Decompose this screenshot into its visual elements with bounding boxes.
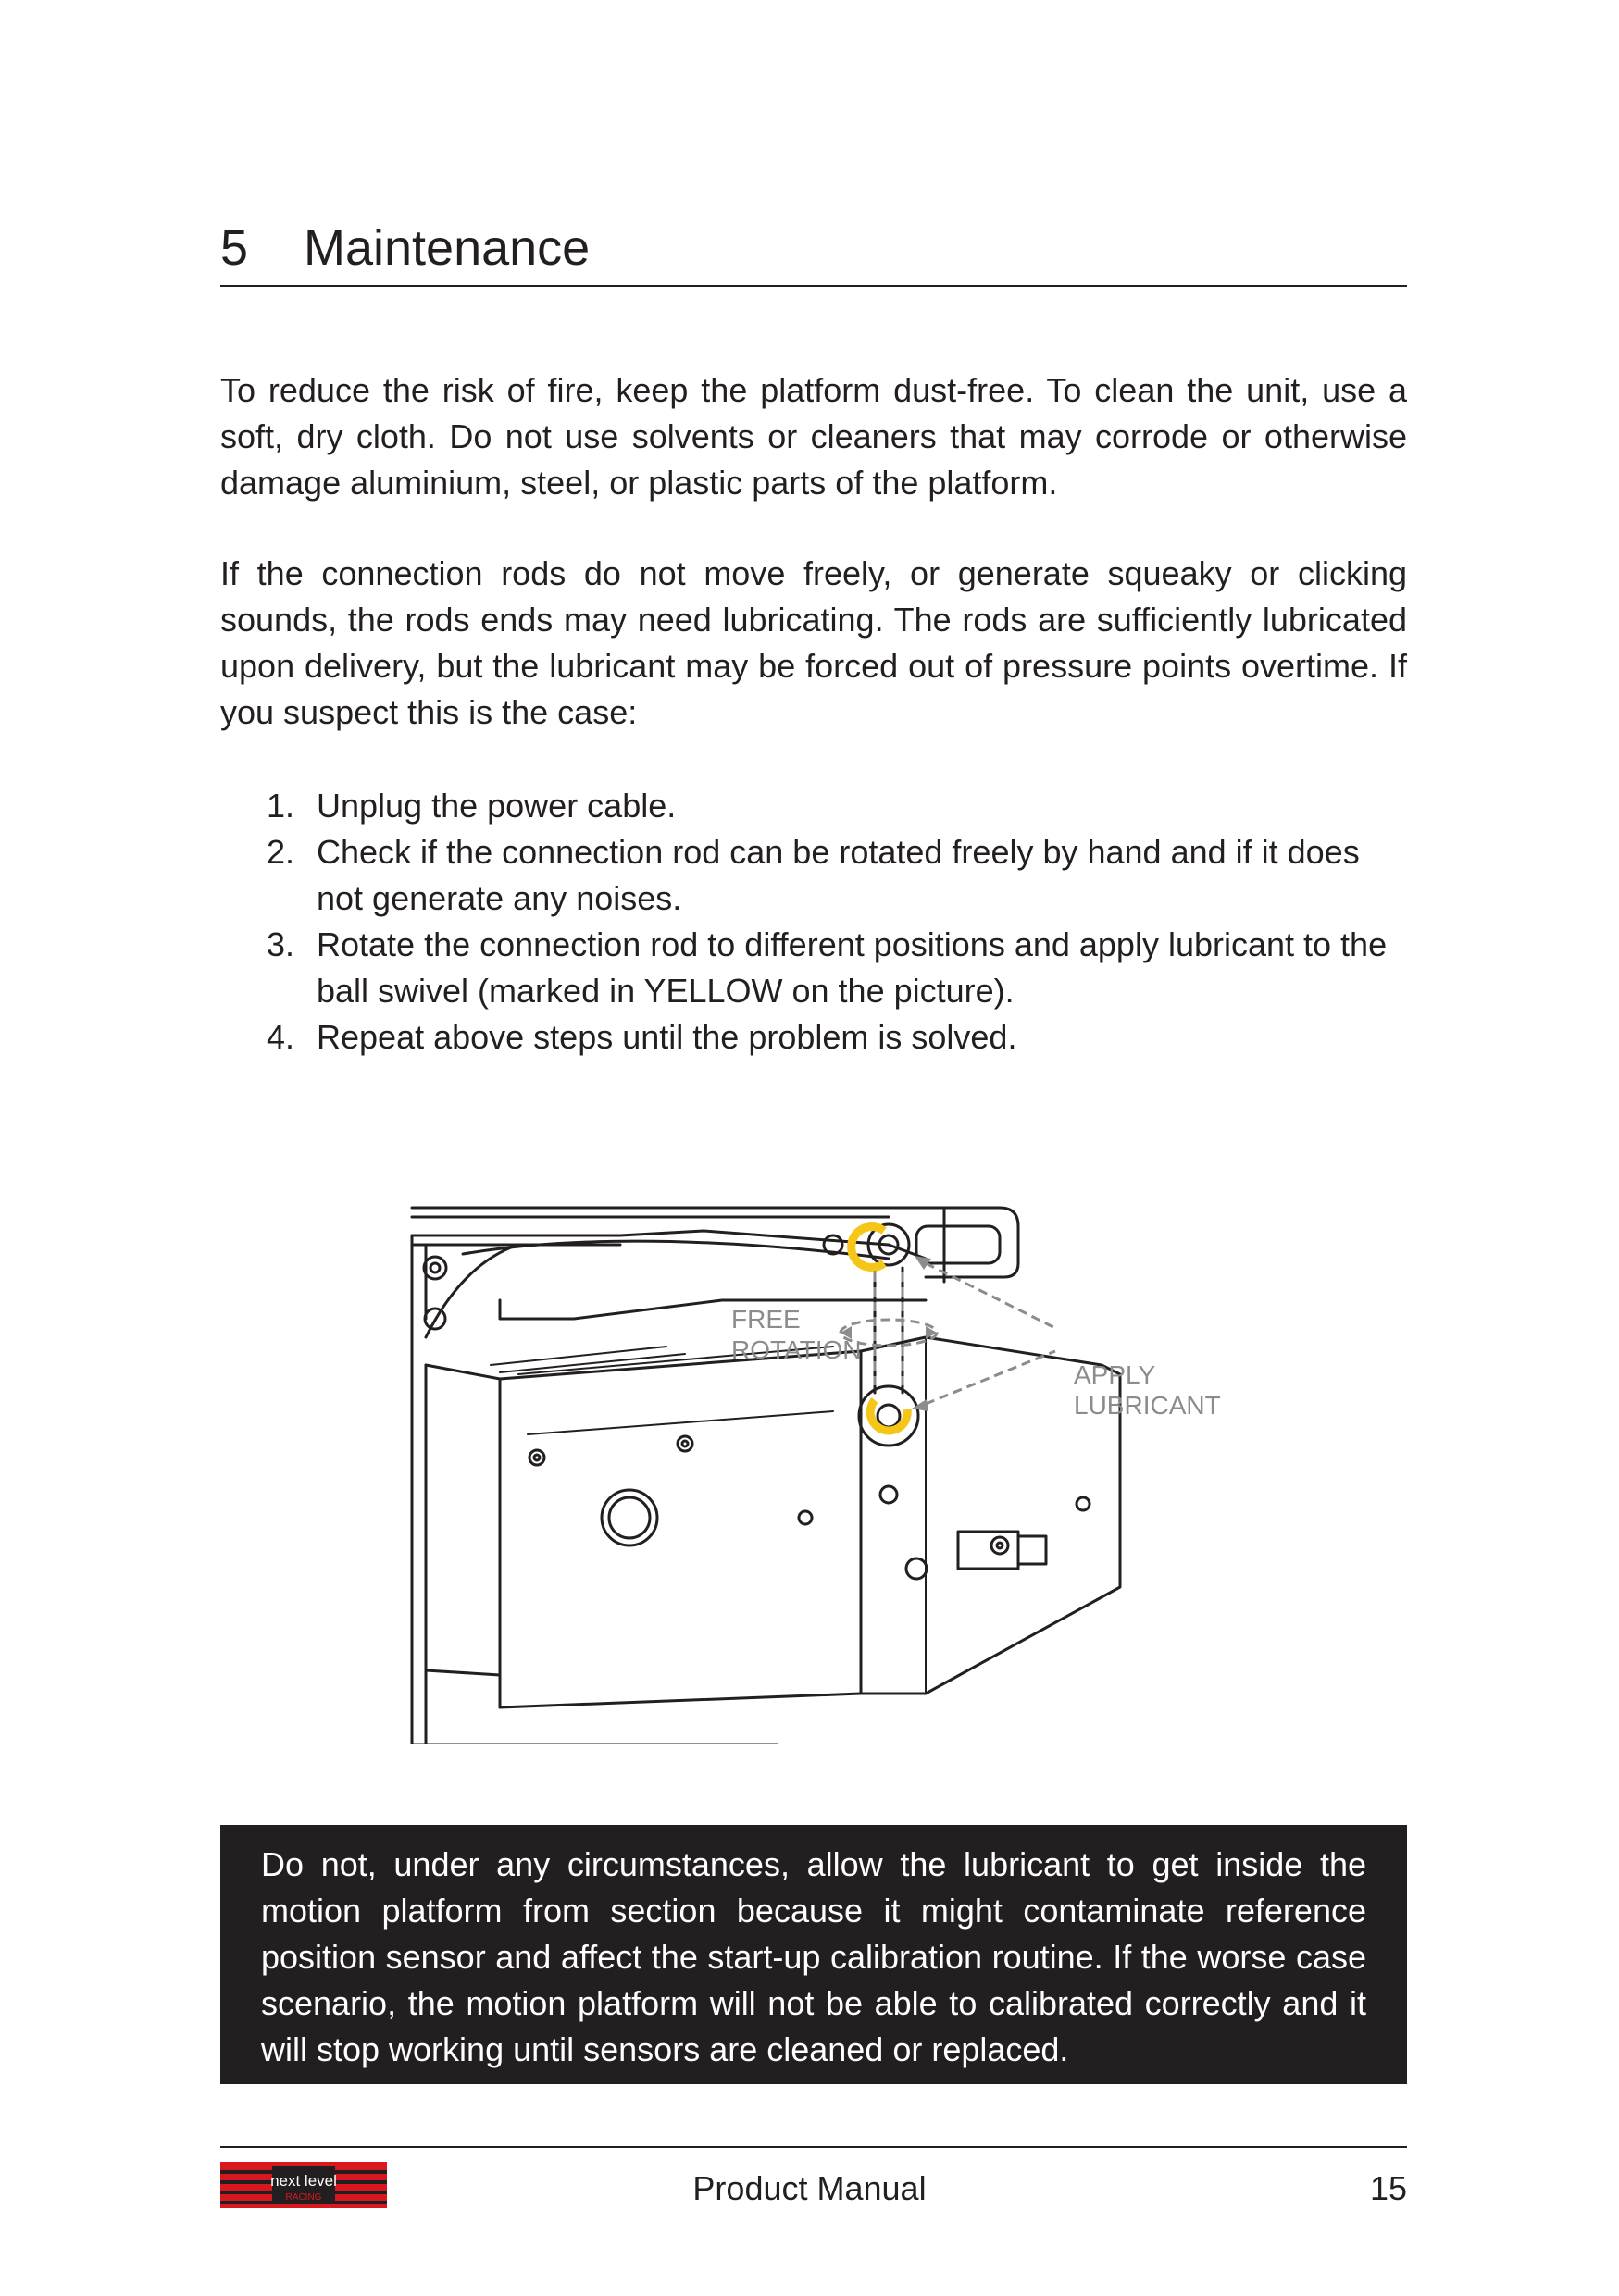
step-text: Repeat above steps until the problem is solved.	[317, 1018, 1017, 1056]
section-title: Maintenance	[304, 220, 591, 276]
page-number: 15	[1369, 2169, 1407, 2207]
footer-divider	[220, 2146, 1407, 2148]
step-item	[220, 829, 1407, 922]
step-number: 2.	[267, 833, 295, 871]
steps-list	[220, 783, 1407, 1061]
motion-platform-drawing	[407, 1189, 1240, 1744]
apply-lubricant-label-1: APPLY	[1074, 1360, 1156, 1389]
footer-title: Product Manual	[692, 2169, 927, 2207]
step-item	[220, 783, 1407, 829]
step-text: Unplug the power cable.	[317, 787, 677, 825]
free-rotation-label-1: FREE	[731, 1305, 801, 1334]
warning-box	[220, 1825, 1407, 2084]
warning-text: Do not, under any circumstances, allow the lubricant to get inside the motion platform from section because it might contaminate reference position sensor and affect the start-up calibration routine. If the worse case scenario, the motion platform will not be able to calibrated correctly and it will stop working until sensors are cleaned or replaced.	[261, 1845, 1366, 2068]
paragraph-cleaning: To reduce the risk of fire, keep the platform dust-free. To clean the unit, use a soft, dry cloth. Do not use solvents or cleaners that may corrode or otherwise damage aluminium, steel, or plastic parts of the platform.	[220, 371, 1407, 502]
free-rotation-label-2: ROTATION	[731, 1335, 862, 1364]
step-item	[220, 1014, 1407, 1061]
step-number: 1.	[267, 787, 295, 825]
section-number: 5	[220, 220, 249, 276]
step-number: 3.	[267, 925, 295, 963]
step-item	[220, 922, 1407, 1014]
section-heading	[220, 215, 1407, 287]
step-text: Check if the connection rod can be rotated freely by hand and if it does not generate any noises.	[317, 833, 1360, 917]
step-text: Rotate the connection rod to different positions and apply lubricant to the ball swivel (marked in YELLOW on the picture).	[317, 925, 1388, 1010]
maintenance-figure	[407, 1189, 1240, 1744]
svg-text:RACING: RACING	[285, 2192, 322, 2203]
paragraph-lubrication: If the connection rods do not move freely, or generate squeaky or clicking sounds, the rods ends may need lubricating. The rods are sufficiently lubricated upon delivery, but the lubricant may be forced out of pressure points overtime. If you suspect this is the case:	[220, 554, 1407, 731]
svg-text:next level: next level	[270, 2172, 337, 2190]
apply-lubricant-label-2: LUBRICANT	[1074, 1391, 1221, 1420]
step-number: 4.	[267, 1018, 295, 1056]
